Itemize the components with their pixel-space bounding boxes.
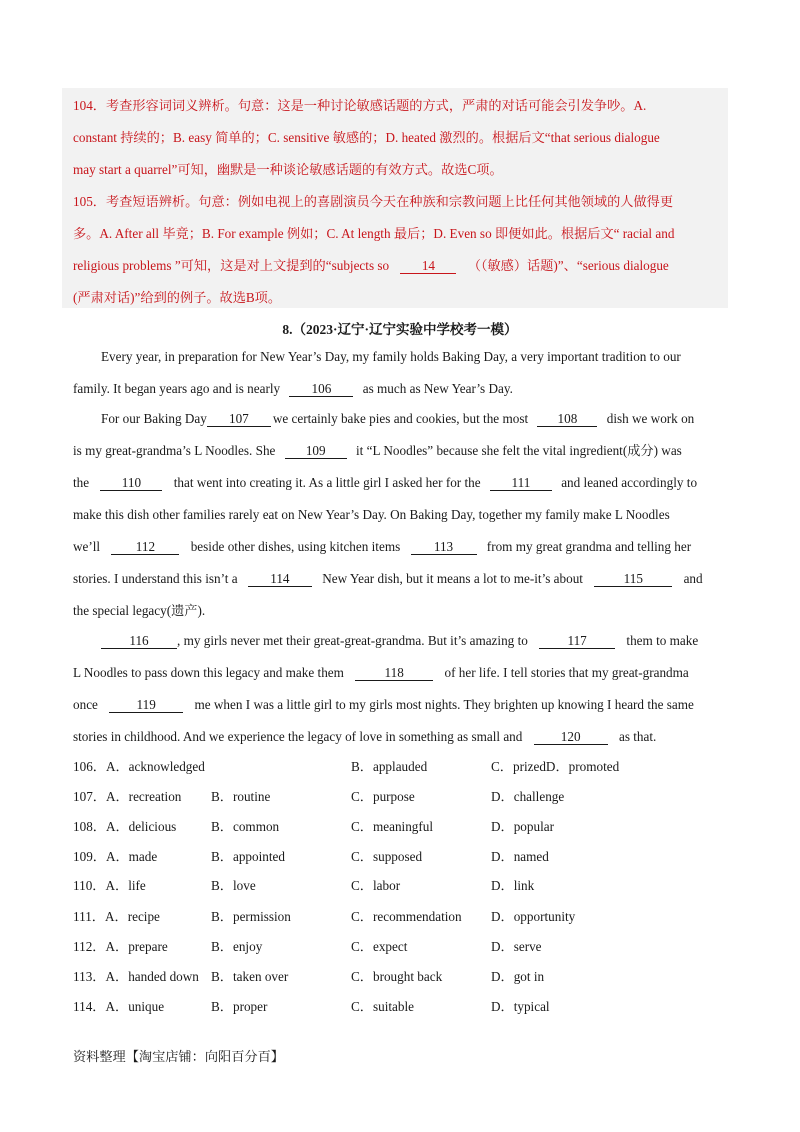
- passage-line-2: [73, 379, 729, 399]
- option-107-a: 107．A．recreation: [73, 789, 182, 804]
- answer-line-6: [73, 256, 669, 276]
- passage-line-1: Every year, in preparation for New Year’s Day, my family holds Baking Day, a very important tradition to our: [101, 349, 681, 364]
- option-108-d: D．popular: [491, 819, 554, 834]
- option-109-c: C．supposed: [351, 849, 423, 864]
- option-106-a: 106．A．acknowledged: [73, 759, 205, 774]
- text: L Noodles to pass down this legacy and make them: [73, 665, 344, 680]
- text: and leaned accordingly to: [561, 475, 698, 490]
- blank-106: 106: [289, 381, 353, 397]
- blank-109: 109: [285, 443, 347, 459]
- option-114-d: D．typical: [491, 999, 550, 1014]
- blank-111: 111: [490, 475, 552, 491]
- passage-line-10: [101, 631, 729, 651]
- option-107-b: B．routine: [211, 789, 271, 804]
- blank-110: 110: [100, 475, 162, 491]
- option-112-a: 112．A．prepare: [73, 939, 168, 954]
- question-title: 8.（2023·辽宁·辽宁实验中学校考一模）: [282, 322, 518, 337]
- blank-115: 115: [594, 571, 672, 587]
- blank-112: 112: [111, 539, 179, 555]
- blank-116: 116: [101, 633, 177, 649]
- answer-blank-14: 14: [400, 258, 456, 274]
- option-111-b: B．permission: [211, 909, 291, 924]
- text: of her life. I tell stories that my great-grandma: [444, 665, 689, 680]
- option-109-d: D．named: [491, 849, 549, 864]
- text: we’ll: [73, 539, 101, 554]
- option-110-d: D．link: [491, 878, 535, 893]
- option-106-cd: C．prizedD．promoted: [491, 759, 620, 774]
- passage-line-11: [73, 663, 729, 683]
- option-108-b: B．common: [211, 819, 280, 834]
- answer-line-4: 105．考查短语辨析。句意：例如电视上的喜剧演员今天在种族和宗教问题上比任何其他领域的人做得更: [73, 194, 674, 209]
- option-107-c: C．purpose: [351, 789, 415, 804]
- text: For our Baking Day: [101, 411, 207, 426]
- option-108-a: 108．A．delicious: [73, 819, 177, 834]
- option-112-d: D．serve: [491, 939, 542, 954]
- passage-line-12: [73, 695, 729, 715]
- option-107-d: D．challenge: [491, 789, 565, 804]
- passage-line-5: [73, 473, 729, 493]
- option-112-c: C．expect: [351, 939, 408, 954]
- option-114-c: C．suitable: [351, 999, 415, 1014]
- text: it “L Noodles” because she felt the vital ingredient(成分) was: [356, 443, 682, 458]
- answer-line-5: 多。A. After all 毕竟；B. For example 例如；C. At length 最后；D. Even so 即便如此。根据后文“ racial and: [73, 226, 675, 241]
- page-footer: 资料整理【淘宝店铺：向阳百分百】: [73, 1050, 284, 1065]
- blank-118: 118: [355, 665, 433, 681]
- text: that went into creating it. As a little girl I asked her for the: [173, 475, 481, 490]
- answer-line-6-text-a: religious problems ”可知，这是对上文提到的“subjects so: [73, 258, 390, 273]
- text: family. It began years ago and is nearly: [73, 381, 281, 396]
- option-114-a: 114．A．unique: [73, 999, 165, 1014]
- text: , my girls never met their great-great-grandma. But it’s amazing to: [177, 633, 528, 648]
- answer-line-2: constant 持续的；B. easy 简单的；C. sensitive 敏感的；D. heated 激烈的。根据后文“that serious dialogue: [73, 130, 660, 145]
- option-114-b: B．proper: [211, 999, 268, 1014]
- passage-line-13: [73, 727, 729, 747]
- text: the: [73, 475, 90, 490]
- option-113-a: 113．A．handed down: [73, 969, 199, 984]
- option-110-b: B．love: [211, 878, 256, 893]
- text: we certainly bake pies and cookies, but the most: [272, 411, 529, 426]
- option-110-a: 110．A．life: [73, 878, 146, 893]
- passage-line-9: the special legacy(遗产).: [73, 603, 206, 618]
- text: as much as New Year’s Day.: [362, 381, 513, 396]
- blank-114: 114: [248, 571, 312, 587]
- option-113-c: C．brought back: [351, 969, 443, 984]
- option-106-b: B．applauded: [351, 759, 428, 774]
- answer-line-6-text-b: （（敏感）话题)”、“serious dialogue: [467, 258, 669, 273]
- passage-line-4: [73, 441, 729, 461]
- text: stories. I understand this isn’t a: [73, 571, 238, 586]
- text: stories in childhood. And we experience the legacy of love in something as small and: [73, 729, 523, 744]
- blank-113: 113: [411, 539, 477, 555]
- option-112-b: B．enjoy: [211, 939, 263, 954]
- option-113-b: B．taken over: [211, 969, 289, 984]
- passage-line-3: [101, 409, 729, 429]
- answer-line-7: (严肃对话)”给到的例子。故选B项。: [73, 290, 282, 305]
- option-109-a: 109．A．made: [73, 849, 158, 864]
- passage-line-6: make this dish other families rarely eat on New Year’s Day. On Baking Day, together my family make L Noodles: [73, 507, 670, 522]
- text: them to make: [626, 633, 699, 648]
- text: me when I was a little girl to my girls most nights. They brighten up knowing I heard the same: [194, 697, 694, 712]
- text: New Year dish, but it means a lot to me-it’s about: [322, 571, 583, 586]
- option-111-c: C．recommendation: [351, 909, 462, 924]
- blank-117: 117: [539, 633, 615, 649]
- text: beside other dishes, using kitchen items: [190, 539, 401, 554]
- text: and: [683, 571, 703, 586]
- option-109-b: B．appointed: [211, 849, 285, 864]
- option-111-d: D．opportunity: [491, 909, 576, 924]
- text: as that.: [618, 729, 657, 744]
- blank-107: 107: [207, 411, 271, 427]
- blank-119: 119: [109, 697, 183, 713]
- text: from my great grandma and telling her: [486, 539, 692, 554]
- passage-line-7: [73, 537, 729, 557]
- answer-line-1: 104．考查形容词词义辨析。句意：这是一种讨论敏感话题的方式，严肃的对话可能会引发争吵。A.: [73, 98, 647, 113]
- option-111-a: 111．A．recipe: [73, 909, 160, 924]
- text: once: [73, 697, 98, 712]
- text: is my great-grandma’s L Noodles. She: [73, 443, 276, 458]
- blank-108: 108: [537, 411, 597, 427]
- passage-line-8: [73, 569, 729, 589]
- option-113-d: D．got in: [491, 969, 545, 984]
- blank-120: 120: [534, 729, 608, 745]
- answer-line-3: may start a quarrel”可知，幽默是一种谈论敏感话题的有效方式。故选C项。: [73, 162, 503, 177]
- option-108-c: C．meaningful: [351, 819, 434, 834]
- text: dish we work on: [606, 411, 695, 426]
- option-110-c: C．labor: [351, 878, 401, 893]
